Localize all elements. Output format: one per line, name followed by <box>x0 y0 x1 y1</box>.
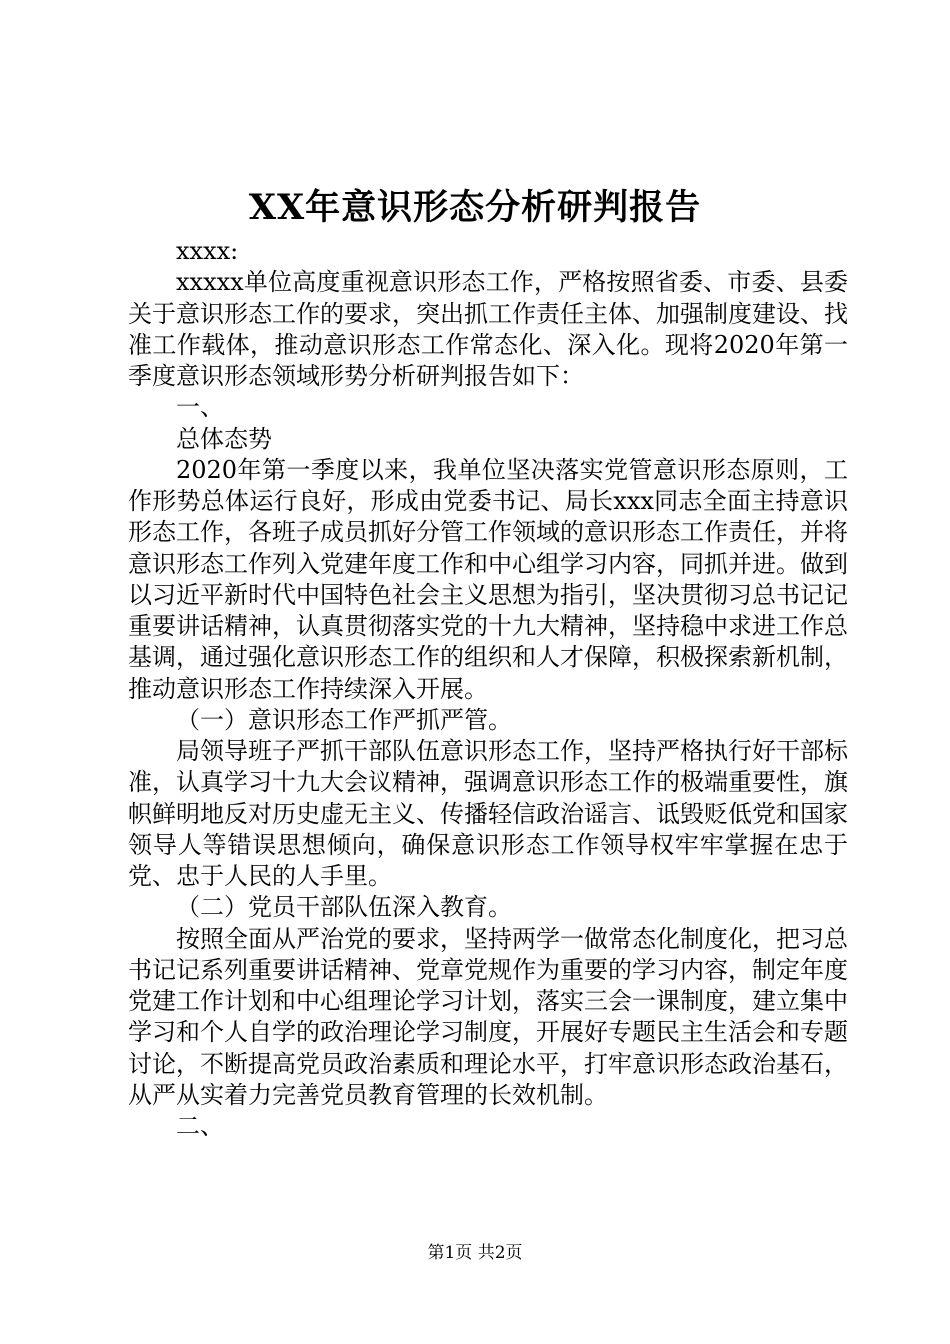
section-heading-overall: 总体态势 <box>176 424 272 453</box>
subsection-paragraph-1: 局领导班子严抓干部队伍意识形态工作，坚持严格执行好干部标准，认真学习十九大会议精神，强调意识形态工作的极端重要性，旗帜鲜明地反对历史虚无主义、传播轻信政治谣言、诋毁贬低党和国家领导人等错误思想倾向，确保意识形态工作领导权牢牢掌握在忠于党、忠于人民的人手里。 <box>128 737 848 890</box>
document-title: XX年意识形态分析研判报告 <box>248 187 702 228</box>
subsection-heading-1: （一）意识形态工作严抓严管。 <box>176 705 512 734</box>
overall-paragraph: 2020年第一季度以来，我单位坚决落实党管意识形态原则，工作形势总体运行良好，形成由党委书记、局长xxx同志全面主持意识形态工作，各班子成员抓好分管工作领域的意识形态工作责任，并将意识形态工作列入党建年度工作和中心组学习内容，同抓并进。做到以习近平新时代中国特色社会主义思想为指引，坚决贯彻习总书记记重要讲话精神，认真贯彻落实党的十九大精神，坚持稳中求进工作总基调，通过强化意识形态工作的组织和人才保障，积极探索新机制，推动意识形态工作持续深入开展。 <box>128 455 848 703</box>
subsection-paragraph-2: 按照全面从严治党的要求，坚持两学一做常态化制度化，把习总书记记系列重要讲话精神、党章党规作为重要的学习内容，制定年度党建工作计划和中心组理论学习计划，落实三会一课制度，建立集中学习和个人自学的政治理论学习制度，开展好专题民主生活会和专题讨论，不断提高党员政治素质和理论水平，打牢意识形态政治基石，从严从实着力完善党员教育管理的长效机制。 <box>128 924 848 1109</box>
intro-paragraph: xxxxx单位高度重视意识形态工作，严格按照省委、市委、县委关于意识形态工作的要求，突出抓工作责任主体、加强制度建设、找准工作载体，推动意识形态工作常态化、深入化。现将2020年第一季度意识形态领域形势分析研判报告如下： <box>128 268 848 390</box>
document-body <box>128 236 848 1142</box>
section-number-2: 二、 <box>176 1112 224 1140</box>
subsection-heading-2: （二）党员干部队伍深入教育。 <box>176 893 512 922</box>
section-number-1: 一、 <box>176 393 224 422</box>
page-footer: 第1页 共2页 <box>427 1243 523 1263</box>
salutation: xxxx: <box>176 237 239 265</box>
